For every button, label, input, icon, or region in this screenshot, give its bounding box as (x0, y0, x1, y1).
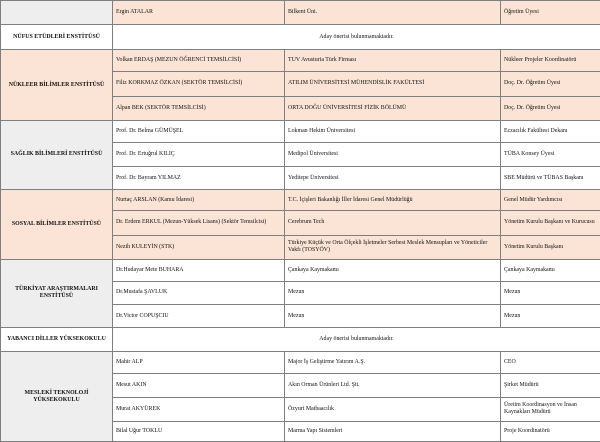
member-position: Yönetim Kurulu Başkanı ve Kurucusu (501, 211, 600, 235)
member-name: Filiz KORKMAZ ÖZKAN (SEKTÖR TEMSİLCİSİ) (113, 72, 285, 96)
member-position: Şirket Müdürü (501, 374, 600, 397)
member-position: Genel Müdür Yardımcısı (501, 190, 600, 211)
member-position: Proje Koordinatörü (501, 421, 600, 441)
member-organization: Cerebrum Tech (285, 211, 501, 235)
institute-name: SAĞLIK BİLİMLERİ ENSTİTÜSÜ (1, 120, 113, 189)
institute-name: YABANCI DİLLER YÜKSEKOKULU (1, 328, 113, 352)
member-name: Mesut AKIN (113, 374, 285, 397)
member-name: Bilal Uğur TOKLU (113, 421, 285, 441)
member-position: Üretim Koordinasyon ve İnsan Kaynakları Müdürü (501, 397, 600, 421)
member-position: Mezun (501, 304, 600, 327)
member-organization: Akın Orman Ürünleri Ltd. Şti. (285, 374, 501, 397)
table-row (1, 1, 600, 25)
no-candidate-note: Aday önerisi bulunmamaktadır. (113, 25, 600, 50)
member-name: Alpan BEK (SEKTÖR TEMSİLCİSİ) (113, 96, 285, 120)
member-organization: ATILIM ÜNİVERSİTESİ MÜHENDİSLİK FAKÜLTESİ (285, 72, 501, 96)
institute-name: MESLEKİ TEKNOLOJİ YÜKSEKOKULU (1, 352, 113, 442)
institute-cell-continued (1, 1, 113, 25)
institute-name: TÜRKİYAT ARAŞTIRMALARI ENSTİTÜSÜ (1, 259, 113, 327)
table-row (1, 50, 600, 72)
table-row (1, 190, 600, 211)
member-name: Dr. Erdem ERKUL (Mezun-Yüksek Lisans) (Sektör Temsilcisi) (113, 211, 285, 235)
member-position: Mezun (501, 281, 600, 304)
member-name: Ergin ATALAR (113, 1, 285, 25)
member-name: Mahir ALP (113, 352, 285, 374)
member-organization: Yeditepe Üniversitesi (285, 167, 501, 190)
institute-name: NÜFUS ETÜDLERİ ENSTİTÜSÜ (1, 25, 113, 50)
member-position: Yönetim Kurulu Başkanı (501, 235, 600, 259)
table-row (1, 352, 600, 374)
member-organization: Özyurt Matbaacılık (285, 397, 501, 421)
member-position: CEO (501, 352, 600, 374)
table-row (1, 328, 600, 352)
member-organization: TUV Avusturia Türk Firması (285, 50, 501, 72)
member-position: Doç. Dr. Öğretim Üyesi (501, 96, 600, 120)
member-organization: T.C. İçişleri Bakanlığı İller İdaresi Genel Müdürlüğü (285, 190, 501, 211)
member-position: Öğretim Üyesi (501, 1, 600, 25)
institute-name: NÜKLEER BİLİMLER ENSTİTÜSÜ (1, 50, 113, 120)
no-candidate-note: Aday önerisi bulunmamaktadır. (113, 328, 600, 352)
member-name: Murat AKYÜREK (113, 397, 285, 421)
table-row (1, 120, 600, 142)
member-position: TÜBA Konsey Üyesi (501, 142, 600, 166)
member-organization: Çankaya Kaymakamı (285, 259, 501, 281)
member-name: Volkan ERDAŞ (MEZUN ÖĞRENCİ TEMSİLCİSİ) (113, 50, 285, 72)
institute-name: SOSYAL BİLİMLER ENSTİTÜSÜ (1, 190, 113, 259)
member-name: Prof. Dr. Belma GÜMÜŞEL (113, 120, 285, 142)
member-organization: Major İş Geliştirme Yatırım A.Ş. (285, 352, 501, 374)
member-name: Nezih KULEYİN (STK) (113, 235, 285, 259)
member-organization: Mezun (285, 281, 501, 304)
member-name: Prof. Dr. Bayram YILMAZ (113, 167, 285, 190)
member-name: Nurtaç ARSLAN (Kamu İdaresi) (113, 190, 285, 211)
member-organization: Medipol Üniversitesi (285, 142, 501, 166)
member-position: Çankaya Kaymakamı (501, 259, 600, 281)
member-position: Eczacılık Fakültesi Dekanı (501, 120, 600, 142)
member-name: Prof. Dr. Ertuğrul KILIÇ (113, 142, 285, 166)
member-organization: Marma Yapı Sistemleri (285, 421, 501, 441)
member-organization: Lokman Hekim Üniversitesi (285, 120, 501, 142)
member-position: Doç. Dr. Öğretim Üyesi (501, 72, 600, 96)
member-name: Dr.Mustafa ŞAVLUK (113, 281, 285, 304)
member-organization: Bilkent Üni. (285, 1, 501, 25)
member-organization: ORTA DOĞU ÜNİVERSİTESİ FİZİK BÖLÜMÜ (285, 96, 501, 120)
member-organization: Türkiye Küçük ve Orta Ölçekli İşletmeler Serbest Meslek Mensupları ve Yöneticiler Vakfı (TOSYÖV) (285, 235, 501, 259)
member-position: SBE Müdürü ve TÜBAS Başkanı (501, 167, 600, 190)
member-name: Dr.Victor COPUŞCIU (113, 304, 285, 327)
member-organization: Mezun (285, 304, 501, 327)
member-position: Nükleer Projeler Koordinatörü (501, 50, 600, 72)
member-name: Dr.Hudayar Mete BUHARA (113, 259, 285, 281)
table-row (1, 259, 600, 281)
table-row (1, 25, 600, 50)
